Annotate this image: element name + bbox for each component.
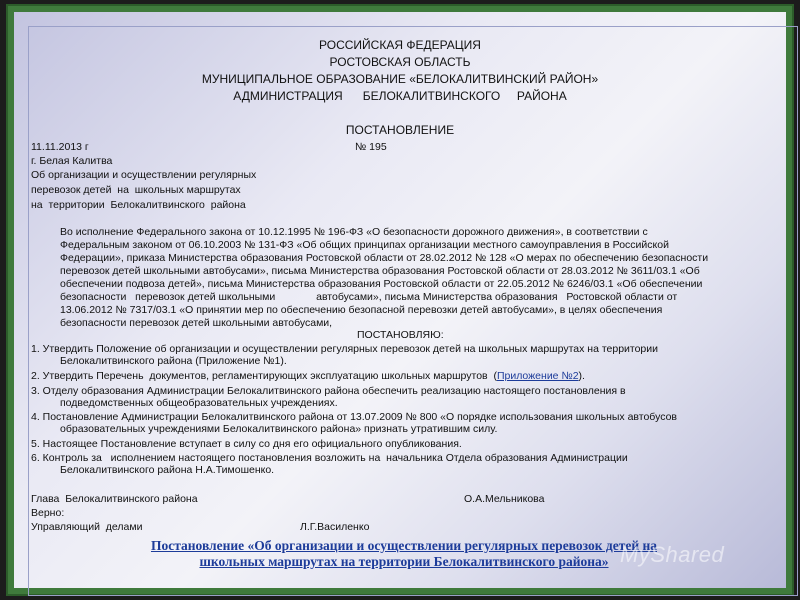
preamble-line: Федерации», приказа Министерства образования Ростовской области от 28.02.2012 № 128 «О мерах по обеспечению безопасности — [60, 252, 709, 264]
subject-line: на территории Белокалитвинского района — [31, 199, 246, 211]
item-3-cont: подведомственных общеобразовательных учреждениях. — [60, 397, 338, 409]
manager-name: Л.Г.Василенко — [300, 521, 370, 533]
preamble-line: Во исполнение Федерального закона от 10.12.1995 № 196-ФЗ «О безопасности дорожного движения», в соответствии с — [60, 226, 648, 238]
item-2 — [31, 370, 585, 383]
item-4-cont: образовательных учреждениями Белокалитвинского района» признать утратившим силу. — [60, 423, 498, 435]
subject-line: перевозок детей на школьных маршрутах — [31, 184, 241, 196]
header-municipality: МУНИЦИПАЛЬНОЕ ОБРАЗОВАНИЕ «БЕЛОКАЛИТВИНСКИЙ РАЙОН» — [201, 72, 599, 86]
document-date: 11.11.2013 г — [31, 141, 89, 153]
item-6-cont: Белокалитвинского района Н.А.Тимошенко. — [60, 464, 275, 476]
appendix-2-link[interactable]: Приложение №2 — [496, 370, 579, 382]
item-3: 3. Отделу образования Администрации Белокалитвинского района обеспечить реализацию настоящего постановления в — [31, 385, 626, 397]
preamble-line: безопасности перевозок детей школьными автобусами», письма Министерства образования Ростовской области от — [60, 291, 678, 303]
preamble-line: безопасности перевозок детей школьными автобусами, — [60, 317, 333, 329]
head-name: О.А.Мельникова — [464, 493, 545, 505]
head-title: Глава Белокалитвинского района — [31, 493, 198, 505]
document-city: г. Белая Калитва — [31, 155, 113, 167]
preamble-line: Федеральным законом от 06.10.2003 № 131-ФЗ «Об общих принципах организации местного самоуправления в Российской — [60, 239, 669, 251]
item-2-text: 2. Утвердить Перечень документов, регламентирующих эксплуатацию школьных маршрутов ( — [31, 370, 497, 382]
document-type: ПОСТАНОВЛЕНИЕ — [345, 123, 455, 137]
document-number: № 195 — [355, 141, 387, 153]
preamble-line: перевозок детей школьными автобусами», письма Министерства образования Ростовской области от 28.03.2012 № 3611/03.1 «Об — [60, 265, 700, 277]
header-region: РОСТОВСКАЯ ОБЛАСТЬ — [329, 55, 471, 69]
item-4: 4. Постановление Администрации Белокалитвинского района от 13.07.2009 № 800 «О порядке использования школьных автобусов — [31, 411, 678, 423]
item-6: 6. Контроль за исполнением настоящего постановления возложить на начальника Отдела образования Администрации — [31, 452, 628, 464]
item-1: 1. Утвердить Положение об организации и осуществлении регулярных перевозок детей на школьных маршрутах на территории — [31, 343, 658, 355]
subject-line: Об организации и осуществлении регулярных — [31, 169, 257, 181]
watermark-logo: MyShared — [620, 542, 725, 567]
resolve-heading: ПОСТАНОВЛЯЮ: — [357, 329, 444, 341]
footer-line: Постановление «Об организации и осуществлении регулярных перевозок детей на — [150, 538, 658, 553]
item-5: 5. Настоящее Постановление вступает в силу со дня его официального опубликования. — [31, 438, 462, 450]
preamble-line: обеспечении подвоза детей», письма Министерства образования Ростовской области от 22.05.2012 № 6246/03.1 «Об обеспечении — [60, 278, 703, 290]
item-1-cont: Белокалитвинского района (Приложение №1). — [60, 355, 287, 367]
header-administration: АДМИНИСТРАЦИЯ БЕЛОКАЛИТВИНСКОГО РАЙОНА — [233, 89, 567, 103]
manager-title: Управляющий делами — [31, 521, 143, 533]
header-country: РОССИЙСКАЯ ФЕДЕРАЦИЯ — [319, 38, 481, 52]
item-2-end: ). — [578, 370, 585, 382]
verified-label: Верно: — [31, 507, 65, 519]
footer-line: школьных маршрутах на территории Белокалитвинского района» — [199, 554, 609, 569]
preamble-line: 13.06.2012 № 7317/03.1 «О принятии мер по обеспечению безопасной перевозки детей автобусами», в целях обеспечения — [60, 304, 663, 316]
